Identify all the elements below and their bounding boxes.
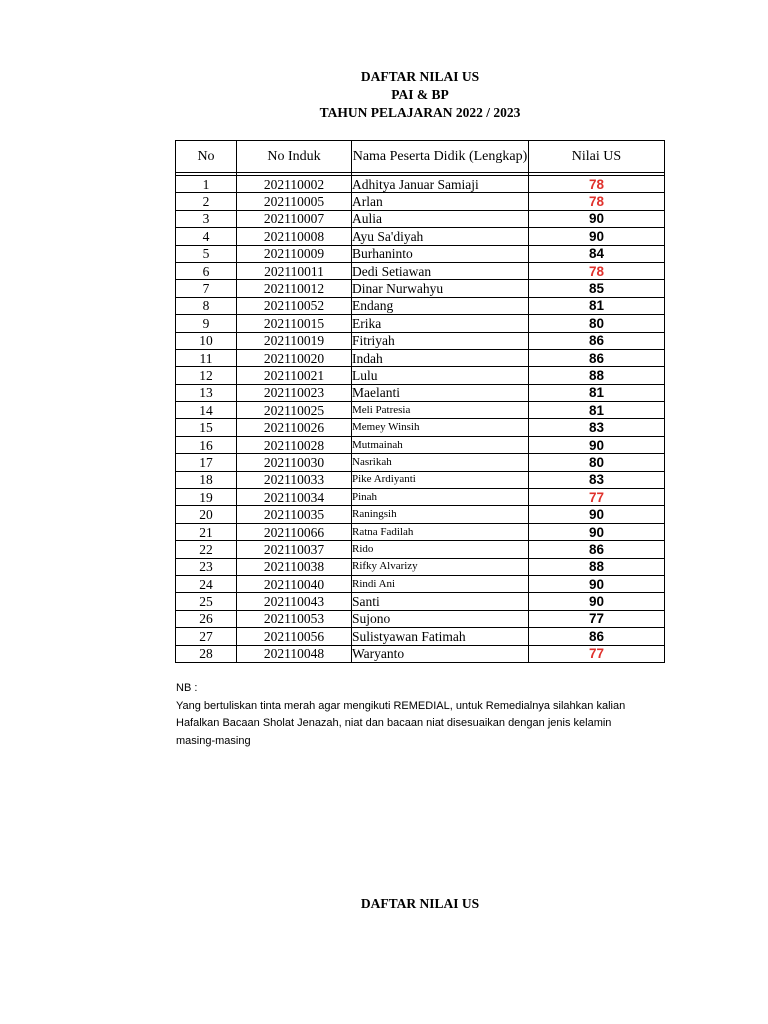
score: 80 (529, 315, 665, 332)
table-header-row (176, 141, 665, 173)
table-row (176, 506, 665, 523)
student-id: 202110043 (237, 593, 352, 610)
score: 83 (529, 419, 665, 436)
title-line-3: TAHUN PELAJARAN 2022 / 2023 (319, 105, 521, 120)
student-name: Rido (352, 541, 529, 558)
row-number: 2 (176, 193, 237, 210)
table-row (176, 332, 665, 349)
row-number: 6 (176, 262, 237, 279)
student-id: 202110025 (237, 402, 352, 419)
row-number: 26 (176, 610, 237, 627)
score: 86 (529, 628, 665, 645)
title-line-2: PAI & BP (391, 87, 449, 102)
student-name: Arlan (352, 193, 529, 210)
student-name: Nasrikah (352, 454, 529, 471)
student-name: Endang (352, 297, 529, 314)
table-row (176, 210, 665, 227)
student-id: 202110035 (237, 506, 352, 523)
title-line-1: DAFTAR NILAI US (360, 69, 480, 84)
student-id: 202110056 (237, 628, 352, 645)
row-number: 23 (176, 558, 237, 575)
row-number: 25 (176, 593, 237, 610)
note-line-3: masing-masing (176, 734, 251, 747)
student-id: 202110066 (237, 523, 352, 540)
student-id: 202110020 (237, 349, 352, 366)
row-number: 21 (176, 523, 237, 540)
note-line-2: Hafalkan Bacaan Sholat Jenazah, niat dan bacaan niat disesuaikan dengan jenis kelamin (176, 717, 612, 729)
table-row (176, 176, 665, 193)
student-id: 202110012 (237, 280, 352, 297)
score: 78 (529, 262, 665, 279)
score: 78 (529, 176, 665, 193)
student-id: 202110011 (237, 262, 352, 279)
row-number: 22 (176, 541, 237, 558)
score: 77 (529, 489, 665, 506)
student-id: 202110030 (237, 454, 352, 471)
score: 81 (529, 402, 665, 419)
row-number: 8 (176, 297, 237, 314)
score: 90 (529, 210, 665, 227)
grades-table-body (176, 176, 665, 663)
student-name: Dinar Nurwahyu (352, 280, 529, 297)
student-name: Pike Ardiyanti (352, 471, 529, 488)
student-id: 202110009 (237, 245, 352, 262)
table-row (176, 384, 665, 401)
table-row (176, 315, 665, 332)
table-row (176, 489, 665, 506)
score: 90 (529, 575, 665, 592)
score: 90 (529, 593, 665, 610)
student-id: 202110028 (237, 436, 352, 453)
score: 81 (529, 297, 665, 314)
table-row (176, 228, 665, 245)
student-id: 202110052 (237, 297, 352, 314)
student-name: Indah (352, 349, 529, 366)
student-name: Fitriyah (352, 332, 529, 349)
row-number: 24 (176, 575, 237, 592)
row-number: 17 (176, 454, 237, 471)
student-name: Ayu Sa'diyah (352, 228, 529, 245)
student-id: 202110033 (237, 471, 352, 488)
table-row (176, 593, 665, 610)
remedial-note (176, 680, 676, 750)
score: 86 (529, 541, 665, 558)
student-id: 202110007 (237, 210, 352, 227)
student-id: 202110005 (237, 193, 352, 210)
student-name: Adhitya Januar Samiaji (352, 176, 529, 193)
student-id: 202110026 (237, 419, 352, 436)
table-row (176, 245, 665, 262)
table-row (176, 349, 665, 366)
score: 90 (529, 436, 665, 453)
score: 77 (529, 610, 665, 627)
row-number: 10 (176, 332, 237, 349)
row-number: 16 (176, 436, 237, 453)
column-header-nama: Nama Peserta Didik (Lengkap) (352, 141, 529, 173)
row-number: 12 (176, 367, 237, 384)
student-name: Rindi Ani (352, 575, 529, 592)
row-number: 14 (176, 402, 237, 419)
table-row (176, 471, 665, 488)
score: 84 (529, 245, 665, 262)
student-name: Meli Patresia (352, 402, 529, 419)
table-row (176, 297, 665, 314)
student-id: 202110038 (237, 558, 352, 575)
row-number: 27 (176, 628, 237, 645)
student-id: 202110008 (237, 228, 352, 245)
student-id: 202110023 (237, 384, 352, 401)
score: 85 (529, 280, 665, 297)
student-id: 202110037 (237, 541, 352, 558)
score: 83 (529, 471, 665, 488)
student-name: Mutmainah (352, 436, 529, 453)
student-id: 202110034 (237, 489, 352, 506)
student-id: 202110053 (237, 610, 352, 627)
student-name: Lulu (352, 367, 529, 384)
row-number: 15 (176, 419, 237, 436)
row-number: 5 (176, 245, 237, 262)
student-name: Sulistyawan Fatimah (352, 628, 529, 645)
score: 80 (529, 454, 665, 471)
student-name: Erika (352, 315, 529, 332)
score: 88 (529, 367, 665, 384)
student-name: Ratna Fadilah (352, 523, 529, 540)
note-line-1: Yang bertuliskan tinta merah agar mengikuti REMEDIAL, untuk Remedialnya silahkan kalian (176, 699, 626, 712)
student-name: Waryanto (352, 645, 529, 662)
student-id: 202110021 (237, 367, 352, 384)
next-page-title: DAFTAR NILAI US (360, 896, 480, 911)
column-header-no: No (176, 141, 237, 173)
score: 86 (529, 349, 665, 366)
row-number: 13 (176, 384, 237, 401)
row-number: 11 (176, 349, 237, 366)
score: 86 (529, 332, 665, 349)
student-name: Memey Winsih (352, 419, 529, 436)
student-name: Raningsih (352, 506, 529, 523)
table-row (176, 628, 665, 645)
student-name: Dedi Setiawan (352, 262, 529, 279)
table-row (176, 436, 665, 453)
row-number: 1 (176, 176, 237, 193)
row-number: 28 (176, 645, 237, 662)
table-row (176, 454, 665, 471)
student-id: 202110040 (237, 575, 352, 592)
table-row (176, 262, 665, 279)
table-row (176, 419, 665, 436)
row-number: 19 (176, 489, 237, 506)
row-number: 20 (176, 506, 237, 523)
student-name: Burhaninto (352, 245, 529, 262)
table-row (176, 541, 665, 558)
score: 90 (529, 506, 665, 523)
score: 81 (529, 384, 665, 401)
student-id: 202110002 (237, 176, 352, 193)
student-id: 202110015 (237, 315, 352, 332)
table-row (176, 523, 665, 540)
score: 78 (529, 193, 665, 210)
table-row (176, 367, 665, 384)
row-number: 3 (176, 210, 237, 227)
column-header-no-induk: No Induk (237, 141, 352, 173)
score: 88 (529, 558, 665, 575)
score: 90 (529, 228, 665, 245)
score: 90 (529, 523, 665, 540)
student-name: Aulia (352, 210, 529, 227)
student-name: Pinah (352, 489, 529, 506)
document-title (0, 68, 768, 122)
table-row (176, 280, 665, 297)
row-number: 7 (176, 280, 237, 297)
row-number: 9 (176, 315, 237, 332)
student-name: Sujono (352, 610, 529, 627)
table-row (176, 575, 665, 592)
row-number: 18 (176, 471, 237, 488)
table-row (176, 645, 665, 662)
grades-table (175, 140, 665, 663)
score: 77 (529, 645, 665, 662)
table-row (176, 558, 665, 575)
table-row (176, 610, 665, 627)
student-name: Maelanti (352, 384, 529, 401)
student-name: Santi (352, 593, 529, 610)
table-row (176, 402, 665, 419)
column-header-nilai: Nilai US (529, 141, 665, 173)
student-name: Rifky Alvarizy (352, 558, 529, 575)
student-id: 202110019 (237, 332, 352, 349)
note-label: NB : (176, 682, 198, 694)
table-row (176, 193, 665, 210)
student-id: 202110048 (237, 645, 352, 662)
row-number: 4 (176, 228, 237, 245)
